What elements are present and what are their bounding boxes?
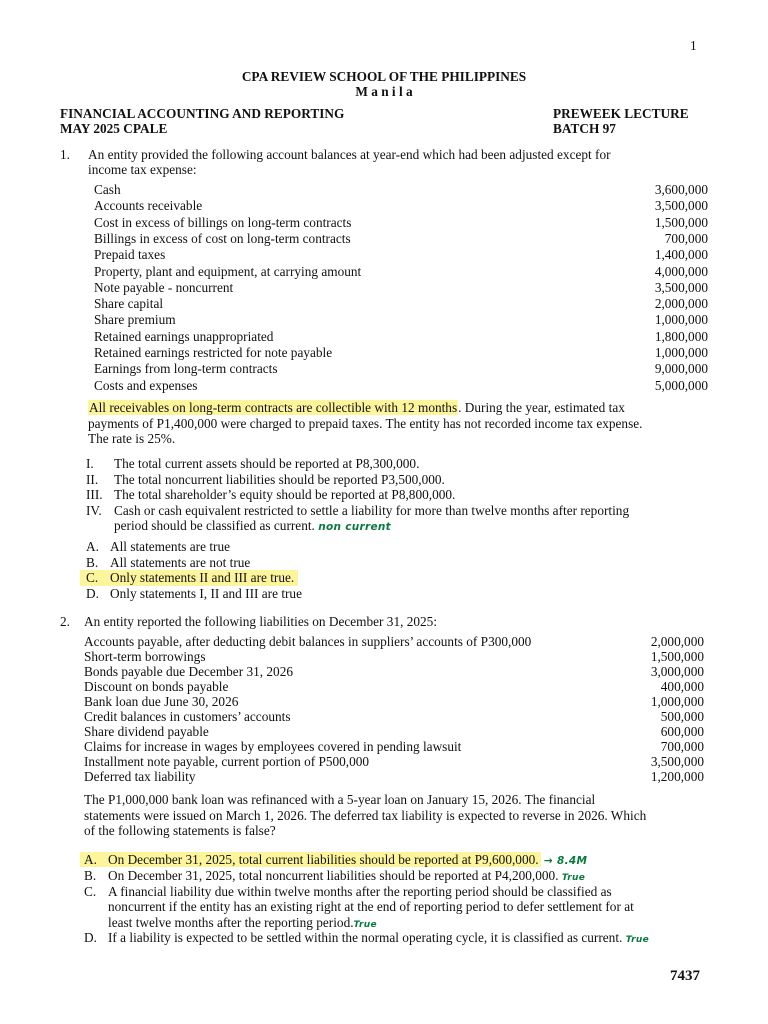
table-row: Prepaid taxes 1,400,000 xyxy=(94,247,708,263)
q2-choice-c-line2: noncurrent if the entity has an existing right at the end of reporting period to defer settlement for at xyxy=(108,899,634,914)
list-item: C. Only statements II and III are true. xyxy=(80,570,298,586)
table-row: Discount on bonds payable 400,000 xyxy=(84,679,704,694)
q2-choice-b: B. On December 31, 2025, total noncurrent liabilities should be reported at P4,200,000. True xyxy=(84,868,586,883)
q2-note-line2: statements were issued on March 1, 2026. The deferred tax liability is expected to reverse in 2026. Which xyxy=(84,807,647,823)
q1-number: 1. xyxy=(60,147,70,162)
table-row: Cash 3,600,000 xyxy=(94,182,708,197)
table-row: Bank loan due June 30, 2026 1,000,000 xyxy=(84,694,704,709)
subject-title: FINANCIAL ACCOUNTING AND REPORTING xyxy=(60,106,345,121)
q1-note-line3: The rate is 25%. xyxy=(88,431,176,446)
handwritten-annotation: non current xyxy=(318,521,391,533)
table-row: Costs and expenses 5,000,000 xyxy=(94,377,708,393)
highlight: All receivables on long-term contracts are collectible with 12 months xyxy=(89,400,458,415)
handwritten-annotation: True xyxy=(353,919,377,930)
table-row: Earnings from long-term contracts 9,000,000 xyxy=(94,361,708,377)
q2-choice-c-line3: least twelve months after the reporting period.True xyxy=(108,914,377,930)
table-row: Retained earnings unappropriated 1,800,000 xyxy=(94,328,708,344)
exam-title: MAY 2025 CPALE xyxy=(60,121,168,136)
q2-stem: An entity reported the following liabilities on December 31, 2025: xyxy=(84,614,438,629)
batch-title: BATCH 97 xyxy=(553,121,616,136)
table-row: Credit balances in customers’ accounts 500,000 xyxy=(84,709,704,724)
table-row: Billings in excess of cost on long-term contracts 700,000 xyxy=(94,230,708,246)
q2-choice-d: D. If a liability is expected to be settled within the normal operating cycle, it is classified as current. True xyxy=(84,930,649,945)
handwritten-annotation: True xyxy=(561,873,586,883)
table-row: Note payable - noncurrent 3,500,000 xyxy=(94,279,708,295)
q2-liabilities-table xyxy=(84,634,704,788)
handwritten-annotation: True xyxy=(625,935,649,945)
table-row: Share capital 2,000,000 xyxy=(94,296,708,312)
q2-note-line3: of the following statements is false? xyxy=(84,823,276,838)
q1-note-line2: payments of P1,400,000 were charged to prepaid taxes. The entity has not recorded income tax expense. xyxy=(88,415,643,431)
q1-accounts-table xyxy=(94,182,708,392)
handwritten-annotation: → 8.4M xyxy=(543,855,588,867)
q1-stem-line2: income tax expense: xyxy=(88,162,197,177)
table-row: Claims for increase in wages by employees covered in pending lawsuit 700,000 xyxy=(84,739,704,754)
q2-note-line1: The P1,000,000 bank loan was refinanced with a 5-year loan on January 15, 2026. The financial xyxy=(84,792,596,807)
page-number: 1 xyxy=(690,38,697,53)
q2-choice-a: A. On December 31, 2025, total current liabilities should be reported at P9,600,000. → 8.4M xyxy=(80,852,587,869)
table-row: Accounts payable, after deducting debit balances in suppliers’ accounts of P300,000 2,000,000 xyxy=(84,634,704,649)
page-code: 7437 xyxy=(670,968,700,984)
q2-choice-c: C. A financial liability due within twelve months after the reporting period should be classified as xyxy=(84,883,612,899)
q1-stem-line1: An entity provided the following account balances at year-end which had been adjusted except for xyxy=(88,147,611,162)
table-row: Retained earnings restricted for note payable 1,000,000 xyxy=(94,345,708,360)
table-row: Installment note payable, current portion of P500,000 3,500,000 xyxy=(84,754,704,769)
table-row: Accounts receivable 3,500,000 xyxy=(94,198,708,214)
table-row: Cost in excess of billings on long-term contracts 1,500,000 xyxy=(94,214,708,230)
table-row: Property, plant and equipment, at carrying amount 4,000,000 xyxy=(94,263,708,279)
school-title: CPA REVIEW SCHOOL OF THE PHILIPPINES xyxy=(241,69,527,84)
q1-note-line1: All receivables on long-term contracts are collectible with 12 months. During the year, estimated tax xyxy=(89,400,625,415)
lecture-title: PREWEEK LECTURE xyxy=(553,106,689,121)
table-row: Deferred tax liability 1,200,000 xyxy=(84,769,704,784)
table-row: Bonds payable due December 31, 2026 3,000,000 xyxy=(84,664,704,679)
table-row: Short-term borrowings 1,500,000 xyxy=(84,649,704,664)
school-city: M a n i l a xyxy=(355,84,413,99)
q2-number: 2. xyxy=(60,614,70,629)
table-row: Share premium 1,000,000 xyxy=(94,312,708,328)
table-row: Share dividend payable 600,000 xyxy=(84,724,704,739)
